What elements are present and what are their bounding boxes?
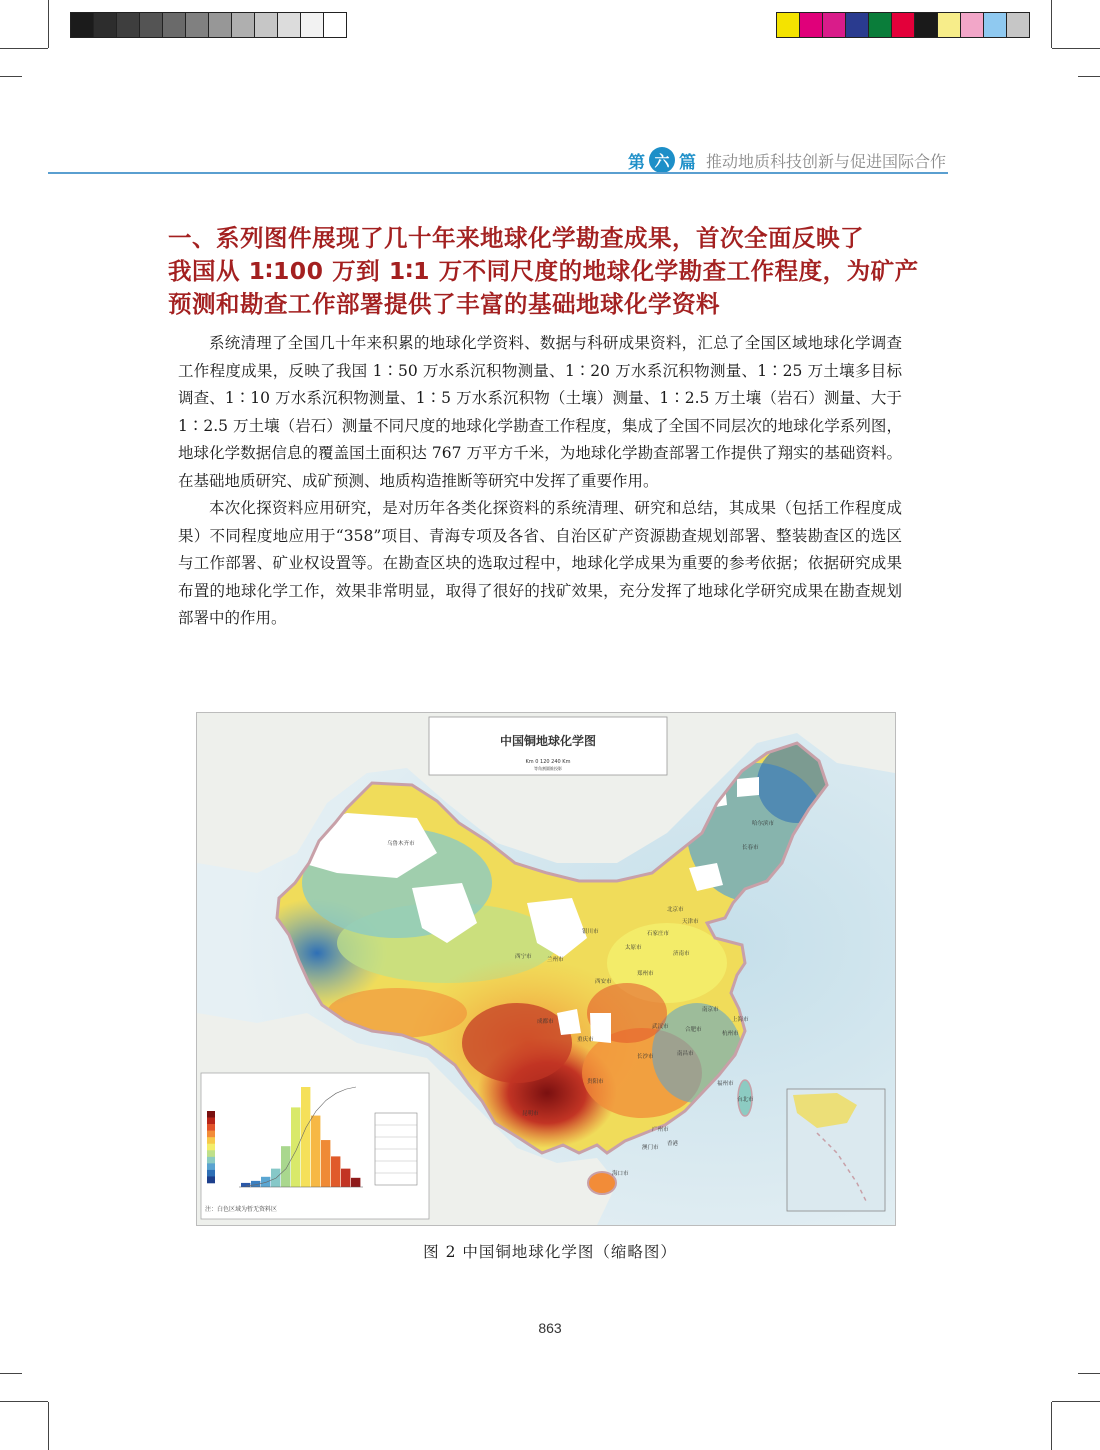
city-label: 西宁市 xyxy=(515,954,532,960)
crop-mark xyxy=(0,76,22,77)
city-label: 长沙市 xyxy=(637,1054,654,1060)
crop-mark xyxy=(1051,0,1052,48)
city-label: 上海市 xyxy=(732,1017,749,1023)
no-data-area xyxy=(557,1009,581,1035)
histogram-bar xyxy=(331,1156,340,1187)
legend-swatch xyxy=(207,1137,215,1144)
city-label: 天津市 xyxy=(682,919,699,925)
city-label: 杭州市 xyxy=(722,1031,739,1037)
city-label: 福州市 xyxy=(717,1081,734,1087)
heading-line: 我国从 1∶100 万到 1∶1 万不同尺度的地球化学勘查工作程度，为矿产 xyxy=(168,257,919,285)
color-calibration-bar xyxy=(776,12,1030,38)
legend-swatch xyxy=(207,1124,215,1131)
calibration-swatch xyxy=(209,13,232,37)
city-label: 重庆市 xyxy=(577,1037,594,1043)
legend-swatch xyxy=(207,1131,215,1138)
crop-mark xyxy=(48,1402,49,1450)
page-number: 863 xyxy=(538,1320,562,1336)
city-label: 银川市 xyxy=(582,929,599,935)
map-projection: 等角割圆锥投影 xyxy=(534,766,562,771)
city-label: 长春市 xyxy=(742,845,759,851)
city-label: 郑州市 xyxy=(637,971,654,977)
calibration-swatch xyxy=(71,13,94,37)
city-label: 广州市 xyxy=(652,1127,669,1133)
header-rule xyxy=(48,172,948,174)
crop-mark xyxy=(1052,1401,1100,1402)
city-label: 南昌市 xyxy=(677,1051,694,1057)
calibration-swatch xyxy=(186,13,209,37)
calibration-swatch xyxy=(961,13,984,37)
city-label: 合肥市 xyxy=(685,1027,702,1033)
legend-swatch xyxy=(207,1170,215,1177)
city-label: 济南市 xyxy=(673,951,690,957)
paragraph: 本次化探资料应用研究，是对历年各类化探资料的系统清理、研究和总结，其成果（包括工作程度成果）不同程度地应用于“358”项目、青海专项及各省、自治区矿产资源勘查规划部署、整装勘查区的选区与工作部署、矿业权设置等。在勘查区块的选取过程中，地球化学成果为重要的参考依据；依据研究成果布置的地球化学工作，效果非常明显，取得了很好的找矿效果，充分发挥了地球化学研究成果在勘查规划部署中的作用。 xyxy=(178,499,902,627)
body-text xyxy=(178,330,902,633)
color-legend xyxy=(207,1111,215,1183)
legend-swatch xyxy=(207,1144,215,1151)
crop-mark xyxy=(0,1373,22,1374)
map-scale-bar: Km 0 120 240 Km xyxy=(525,759,571,765)
calibration-swatch xyxy=(984,13,1007,37)
heading-line: 一、系列图件展现了几十年来地球化学勘查成果，首次全面反映了 xyxy=(168,224,864,252)
crop-mark xyxy=(1078,1373,1100,1374)
city-label: 兰州市 xyxy=(547,957,564,963)
calibration-swatch xyxy=(324,13,346,37)
histogram-bar xyxy=(271,1169,280,1187)
map-svg xyxy=(197,713,895,1225)
city-label: 香港 xyxy=(667,1141,679,1147)
calibration-swatch xyxy=(938,13,961,37)
city-label: 贵阳市 xyxy=(587,1079,604,1085)
heading-line: 预测和勘查工作部署提供了丰富的基础地球化学资料 xyxy=(168,290,720,318)
histogram-bar xyxy=(291,1107,300,1187)
histogram-bar xyxy=(311,1116,320,1187)
part-title: 推动地质科技创新与促进国际合作 xyxy=(706,151,947,171)
crop-mark xyxy=(48,0,49,48)
gray-calibration-bar xyxy=(70,12,347,38)
city-label: 武汉市 xyxy=(652,1024,669,1030)
section-heading xyxy=(168,222,920,321)
histogram-bar xyxy=(241,1183,250,1187)
crop-mark xyxy=(1052,48,1100,49)
calibration-swatch xyxy=(869,13,892,37)
city-label: 太原市 xyxy=(625,945,642,951)
calibration-swatch xyxy=(232,13,255,37)
map-note: 注：白色区域为暂无资料区 xyxy=(205,1206,278,1213)
histogram-bar xyxy=(261,1177,270,1187)
crop-mark xyxy=(0,1401,48,1402)
legend-swatch xyxy=(207,1157,215,1164)
crop-mark xyxy=(1051,1402,1052,1450)
city-label: 哈尔滨市 xyxy=(752,821,775,827)
part-prefix: 第 xyxy=(628,152,645,173)
city-label: 澳门市 xyxy=(642,1145,659,1151)
calibration-swatch xyxy=(278,13,301,37)
histogram-bar xyxy=(341,1169,350,1187)
city-label: 乌鲁木齐市 xyxy=(387,841,415,847)
legend-swatch xyxy=(207,1150,215,1157)
part-suffix: 篇 xyxy=(679,152,696,173)
paragraph: 系统清理了全国几十年来积累的地球化学资料、数据与科研成果资料，汇总了全国区域地球化学调查工作程度成果，反映了我国 1∶50 万水系沉积物测量、1∶20 万水系沉积物测量、1∶25 万土壤多目标调查、1∶10 万水系沉积物测量、1∶5 万水系沉积物（土壤）测量、1∶2.5 万土壤（岩石）测量、大于 1∶2.5 万土壤（岩石）测量不同尺度的地球化学勘查工作程度，集成了全国不同层次的地球化学系列图，地球化学数据信息的覆盖国土面积达 767 万平方千米，为地球化学勘查部署工作提供了翔实的基础资料。在基础地质研究、成矿预测、地质构造推断等研究中发挥了重要作用。 xyxy=(178,334,902,490)
legend-swatch xyxy=(207,1111,215,1118)
calibration-swatch xyxy=(94,13,117,37)
calibration-swatch xyxy=(823,13,846,37)
histogram-bar xyxy=(351,1178,360,1187)
calibration-swatch xyxy=(800,13,823,37)
calibration-swatch xyxy=(892,13,915,37)
running-header xyxy=(628,146,948,174)
calibration-swatch xyxy=(1007,13,1029,37)
city-label: 昆明市 xyxy=(522,1111,539,1117)
calibration-swatch xyxy=(255,13,278,37)
calibration-swatch xyxy=(301,13,324,37)
crop-mark xyxy=(0,48,48,49)
legend-swatch xyxy=(207,1176,215,1183)
city-label: 北京市 xyxy=(667,907,684,913)
city-label: 台北市 xyxy=(737,1097,754,1103)
city-label: 成都市 xyxy=(537,1019,554,1025)
legend-swatch xyxy=(207,1118,215,1125)
calibration-swatch xyxy=(140,13,163,37)
calibration-swatch xyxy=(777,13,800,37)
calibration-swatch xyxy=(117,13,140,37)
copper-geochemical-map xyxy=(196,712,896,1226)
crop-mark xyxy=(1078,76,1100,77)
city-label: 石家庄市 xyxy=(647,931,670,937)
calibration-swatch xyxy=(846,13,869,37)
no-data-area xyxy=(737,777,759,797)
histogram-bar xyxy=(321,1140,330,1187)
city-label: 南京市 xyxy=(702,1007,719,1013)
city-label: 海口市 xyxy=(612,1171,629,1177)
calibration-swatch xyxy=(915,13,938,37)
map-title: 中国铜地球化学图 xyxy=(499,734,597,748)
calibration-swatch xyxy=(163,13,186,37)
histogram-bar xyxy=(281,1146,290,1187)
legend-swatch xyxy=(207,1163,215,1170)
part-number-badge: 六 xyxy=(649,147,675,173)
figure-caption: 图 2 中国铜地球化学图（缩略图） xyxy=(423,1243,677,1261)
city-label: 西安市 xyxy=(595,979,612,985)
histogram-bar xyxy=(301,1087,310,1187)
